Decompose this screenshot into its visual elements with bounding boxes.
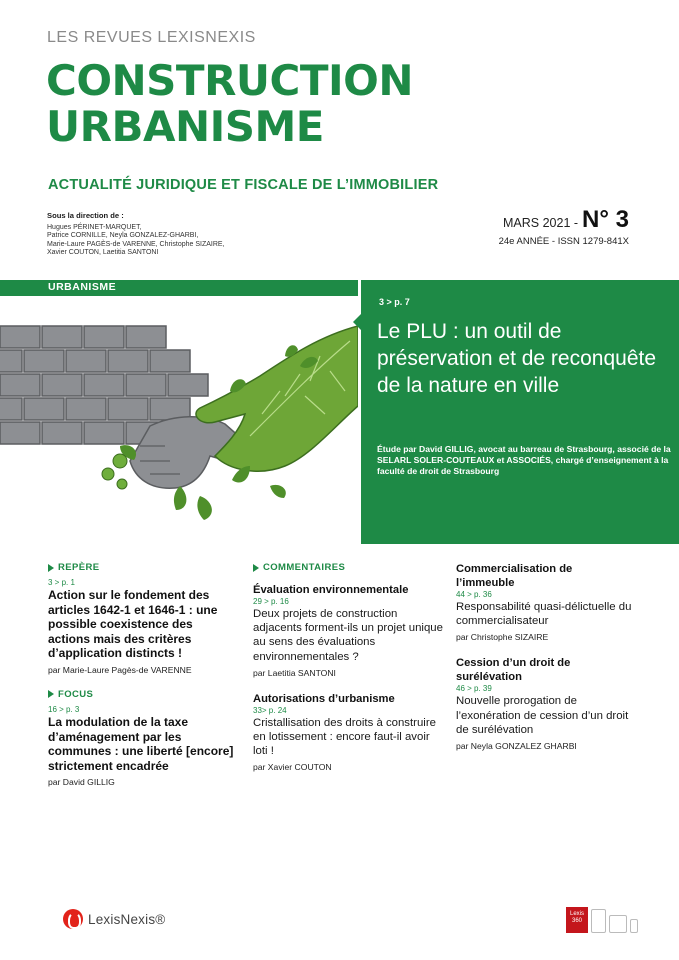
article-ref: 3 > p. 1 [48,578,75,587]
article-ref: 44 > p. 36 [456,590,492,599]
lexisnexis-logo-icon [63,909,83,929]
lexis360-label: Lexis 360 [566,907,588,933]
section-label: URBANISME [48,281,117,293]
director-line: Patrice CORNILLE, Neyla GONZALEZ-GHARBI, [47,232,199,240]
article-summary[interactable]: Deux projets de construction adjacents forment-ils un projet unique au sens des évaluations environnementales ? [253,608,443,663]
column-left [48,562,238,801]
lexisnexis-logo [63,909,165,929]
article-ref: 29 > p. 16 [253,597,289,606]
issue-info [499,206,629,247]
lexisnexis-wordmark: LexisNexis® [88,911,166,927]
journal-title [46,58,413,150]
article-summary[interactable]: Nouvelle prorogation de l’exonération de cession d’un droit de surélévation [456,695,629,736]
rubric-focus [48,689,238,700]
issue-number: N° 3 [582,206,629,233]
journal-title-line1: CONSTRUCTION [46,56,413,105]
focus-block [48,689,238,787]
director-line: Xavier COUTON, Laetitia SANTONI [47,249,159,257]
triangle-bullet-icon [253,564,259,572]
right-item [456,656,629,752]
directors-lead: Sous la direction de : [47,211,124,220]
repere-block [48,562,238,675]
article-heading: Commercialisation de l’immeuble [456,563,573,589]
rubric-commentaires [253,562,443,573]
triangle-bullet-icon [48,564,54,572]
laptop-icon [609,915,627,933]
rubric-repere [48,562,238,573]
rubric-label: FOCUS [58,688,94,700]
issue-date: MARS 2021 - [503,216,579,230]
issue-year-issn: 24e ANNÉE - ISSN 1279-841X [498,236,629,247]
handshake-illustration [0,296,358,544]
phone-icon [630,919,638,933]
article-byline: par David GILLIG [48,777,115,788]
article-byline: par Xavier COUTON [253,762,332,773]
director-line: Marie-Laure PAGÈS-de VARENNE, Christophe SIZAIRE, [47,240,225,248]
rubric-label: COMMENTAIRES [263,562,346,573]
rubric-label: REPÈRE [58,562,100,573]
feature-ref: 3 > p. 7 [379,297,410,307]
journal-title-line2: URBANISME [46,102,324,151]
commentaire-item [253,692,443,773]
article-heading: Autorisations d’urbanisme [253,692,395,705]
tablet-icon [591,909,606,933]
article-byline: par Laetitia SANTONI [253,667,336,678]
column-right [456,562,646,765]
article-title[interactable]: La modulation de la taxe d’aménagement par les communes : une liberté [encore] strictement encadrée [48,714,234,773]
feature-panel [361,280,679,544]
journal-subtitle: ACTUALITÉ JURIDIQUE ET FISCALE DE L’IMMOBILIER [48,177,439,193]
article-heading: Évaluation environnementale [253,584,409,596]
director-line: Hugues PÉRINET-MARQUET, [47,223,142,231]
commentaire-item [253,583,443,678]
article-summary[interactable]: Responsabilité quasi-délictuelle du commercialisateur [456,601,632,628]
triangle-bullet-icon [48,690,54,698]
article-title[interactable]: Action sur le fondement des articles 1642-1 et 1646-1 : une possible coexistence des actions mais des critères d’application distincts ! [48,588,218,661]
article-byline: par Marie-Laure Pagès-de VARENNE [48,664,192,675]
article-byline: par Neyla GONZALEZ GHARBI [456,741,577,752]
article-heading: Cession d’un droit de surélévation [456,657,571,684]
publisher-kicker: LES REVUES LEXISNEXIS [47,29,256,46]
feature-description: Étude par David GILLIG, avocat au barreau de Strasbourg, associé de la SELARL SOLER-COUTEAUX et ASSOCIÉS, chargé d’enseignement à la faculté de droit de Strasbourg [377,444,671,477]
cover-illustration [0,296,358,544]
column-middle [253,562,443,786]
article-ref: 16 > p. 3 [48,704,80,714]
right-item [456,562,632,643]
article-summary[interactable]: Cristallisation des droits à construire en lotissement : encore faut-il avoir loti ! [253,716,436,758]
lexis360-badge [566,907,638,933]
editorial-directors [47,212,225,258]
article-ref: 46 > p. 39 [456,684,492,694]
feature-title[interactable]: Le PLU : un outil de préservation et de reconquête de la nature en ville [377,320,657,397]
section-band [0,280,358,296]
article-byline: par Christophe SIZAIRE [456,632,549,643]
article-ref: 33> p. 24 [253,705,287,715]
